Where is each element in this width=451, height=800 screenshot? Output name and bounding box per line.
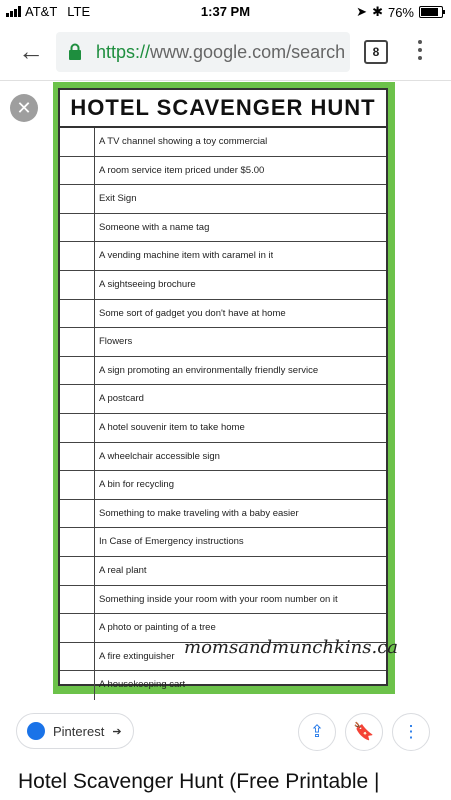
- item-label: A photo or painting of a tree: [99, 622, 216, 634]
- item-label: A TV channel showing a toy commercial: [99, 136, 268, 147]
- image-preview[interactable]: [53, 82, 395, 694]
- globe-icon: [27, 722, 45, 740]
- item-label: Exit Sign: [99, 193, 137, 205]
- table-row: [60, 528, 386, 557]
- item-label: A postcard: [99, 393, 144, 405]
- checkbox-cell: [60, 271, 95, 299]
- item-label: A vending machine item with caramel in it: [99, 250, 274, 262]
- table-row: [60, 557, 386, 586]
- checklist: [60, 128, 386, 700]
- table-row: [60, 300, 386, 329]
- close-icon[interactable]: ✕: [10, 94, 38, 122]
- checkbox-cell: [60, 328, 95, 356]
- address-bar[interactable]: [56, 32, 350, 72]
- table-row: [60, 357, 386, 386]
- watermark: momsandmunchkins.ca: [184, 637, 399, 658]
- carrier-label: AT&T: [25, 4, 58, 19]
- item-label: Something to make traveling with a baby easier: [99, 507, 299, 519]
- battery-percent: 76%: [387, 4, 414, 20]
- checkbox-cell: [60, 185, 95, 213]
- item-label: Someone with a name tag: [99, 221, 210, 233]
- table-row: [60, 671, 386, 700]
- tab-switcher-button[interactable]: 8: [364, 40, 388, 64]
- more-icon[interactable]: ⋮: [392, 713, 430, 751]
- checkbox-cell: [60, 586, 95, 614]
- item-label: Some sort of gadget you don't have at home: [99, 307, 286, 319]
- table-row: [60, 471, 386, 500]
- item-label: A real plant: [99, 564, 147, 576]
- checkbox-cell: [60, 214, 95, 242]
- checkbox-cell: [60, 414, 95, 442]
- url-text: [96, 42, 345, 63]
- checkbox-cell: [60, 557, 95, 585]
- overflow-menu-icon[interactable]: [415, 40, 425, 64]
- checkbox-cell: [60, 300, 95, 328]
- result-title[interactable]: Hotel Scavenger Hunt (Free Printable |: [18, 770, 380, 793]
- item-label: A hotel souvenir item to take home: [99, 421, 245, 433]
- bluetooth-icon: ✱: [372, 4, 383, 19]
- table-row: [60, 271, 386, 300]
- table-row: [60, 242, 386, 271]
- checkbox-cell: [60, 528, 95, 556]
- item-label: Something inside your room with your room number on it: [99, 593, 338, 605]
- checkbox-cell: [60, 643, 95, 671]
- item-label: A sightseeing brochure: [99, 278, 196, 290]
- browser-toolbar: [0, 24, 451, 81]
- checkbox-cell: [60, 443, 95, 471]
- item-label: Flowers: [99, 336, 133, 348]
- url-scheme: https://: [96, 42, 151, 62]
- checkbox-cell: [60, 128, 95, 156]
- checkbox-cell: [60, 357, 95, 385]
- arrow-right-icon: ➔: [112, 725, 122, 738]
- table-row: [60, 214, 386, 243]
- table-row: [60, 185, 386, 214]
- scavenger-hunt-sheet: [58, 88, 388, 691]
- bookmark-icon[interactable]: 🔖: [345, 713, 383, 751]
- result-panel: [0, 700, 451, 800]
- source-label: Pinterest: [53, 723, 105, 739]
- status-bar: [0, 0, 451, 24]
- item-label: A room service item priced under $5.00: [99, 164, 265, 176]
- table-row: [60, 414, 386, 443]
- url-host: www.google.com/search: [150, 42, 346, 62]
- checkbox-cell: [60, 614, 95, 642]
- location-icon: ➤: [356, 4, 368, 19]
- table-row: [60, 500, 386, 529]
- table-row: [60, 128, 386, 157]
- clock: 1:37 PM: [200, 4, 251, 19]
- table-row: [60, 586, 386, 615]
- table-row: [60, 443, 386, 472]
- table-row: [60, 385, 386, 414]
- item-label: A wheelchair accessible sign: [99, 450, 220, 462]
- item-label: A fire extinguisher: [99, 650, 175, 662]
- checkbox-cell: [60, 500, 95, 528]
- back-arrow-icon[interactable]: ←: [18, 36, 44, 66]
- item-label: A housekeeping cart: [99, 679, 186, 691]
- source-chip[interactable]: [16, 713, 134, 749]
- checkbox-cell: [60, 671, 95, 700]
- checkbox-cell: [60, 385, 95, 413]
- battery-icon: [419, 6, 443, 18]
- checkbox-cell: [60, 157, 95, 185]
- lock-icon: [68, 43, 82, 61]
- table-row: [60, 157, 386, 186]
- checkbox-cell: [60, 242, 95, 270]
- network-label: LTE: [67, 4, 91, 19]
- share-icon[interactable]: ⇪: [298, 713, 336, 751]
- item-label: A sign promoting an environmentally friendly service: [99, 364, 319, 376]
- checkbox-cell: [60, 471, 95, 499]
- sheet-title: HOTEL SCAVENGER HUNT: [60, 90, 386, 128]
- item-label: In Case of Emergency instructions: [99, 536, 244, 548]
- item-label: A bin for recycling: [99, 479, 174, 491]
- table-row: [60, 328, 386, 357]
